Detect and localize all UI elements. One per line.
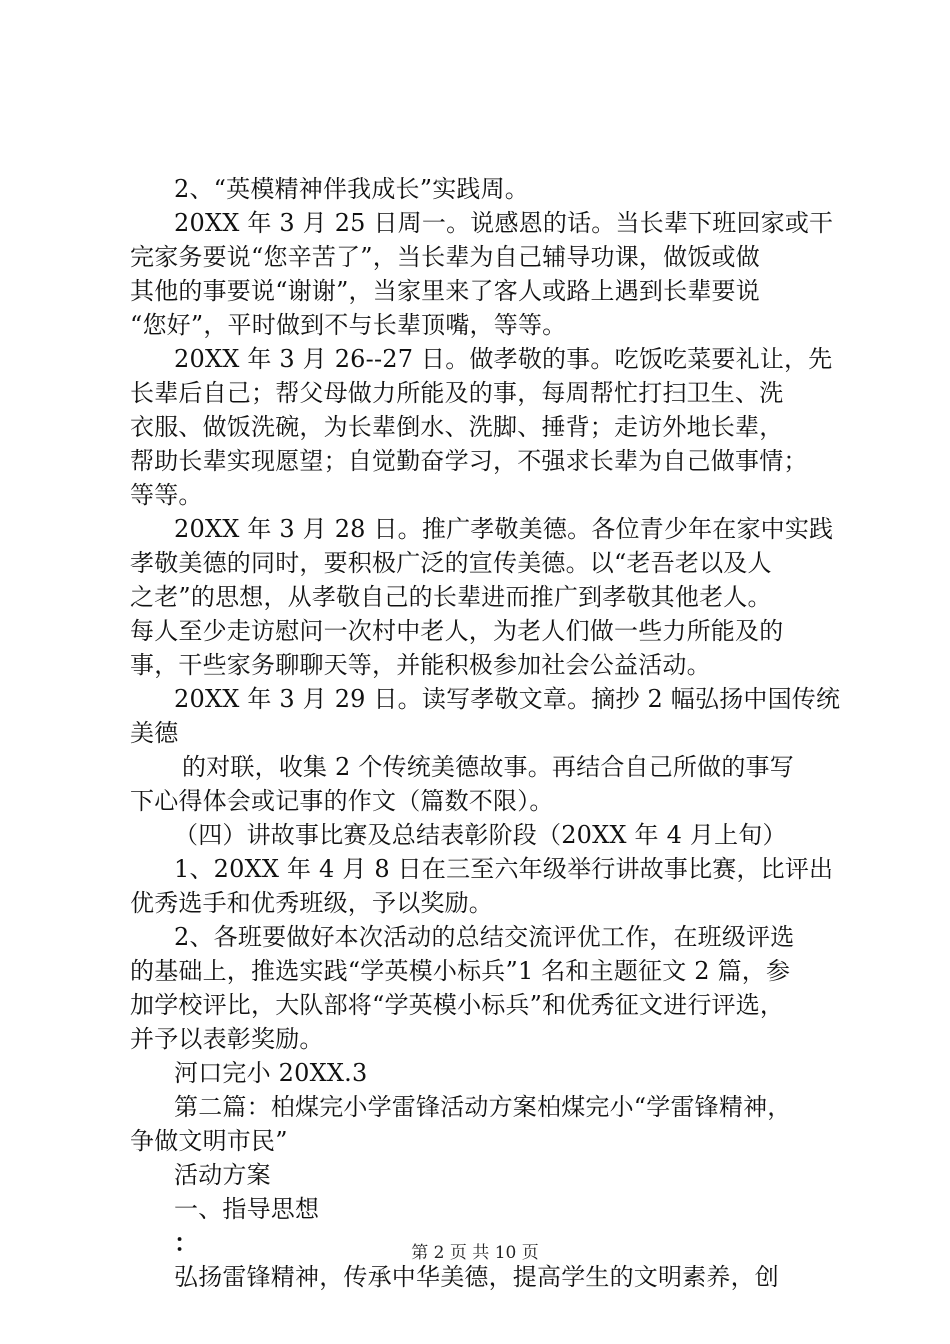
text-line: 20XX 年 3 月 29 日。读写孝敬文章。摘抄 2 幅弘扬中国传统 <box>174 685 841 713</box>
text-line: ： <box>174 1228 199 1257</box>
text-line: 20XX 年 3 月 28 日。推广孝敬美德。各位青少年在家中实践 <box>174 515 834 543</box>
text-line: 美德 <box>130 719 179 747</box>
chapter-title-continued: 争做文明市民” <box>130 1127 288 1155</box>
document-body <box>130 172 850 1294</box>
text-line: 优秀选手和优秀班级，予以奖励。 <box>130 889 493 917</box>
text-line: 的对联，收集 2 个传统美德故事。再结合自己所做的事写 <box>182 753 794 781</box>
text-line: “您好”，平时做到不与长辈顶嘴，等等。 <box>130 311 567 339</box>
text-line: 弘扬雷锋精神，传承中华美德，提高学生的文明素养，创 <box>174 1263 779 1291</box>
text-line: 并予以表彰奖励。 <box>130 1025 324 1053</box>
text-line: 的基础上，推选实践“学英模小标兵”1 名和主题征文 2 篇，参 <box>130 957 791 985</box>
section-heading: 一、指导思想 <box>174 1195 320 1223</box>
text-line: 加学校评比，大队部将“学英模小标兵”和优秀征文进行评选， <box>130 991 785 1019</box>
text-line: 之老”的思想，从孝敬自己的长辈进而推广到孝敬其他老人。 <box>130 583 772 611</box>
text-line: 事，干些家务聊聊天等，并能积极参加社会公益活动。 <box>130 651 711 679</box>
text-line: 衣服、做饭洗碗，为长辈倒水、洗脚、捶背；走访外地长辈， <box>130 413 784 441</box>
text-line: 下心得体会或记事的作文（篇数不限）。 <box>130 787 554 815</box>
text-line: 其他的事要说“谢谢”，当家里来了客人或路上遇到长辈要说 <box>130 277 760 305</box>
text-line: 活动方案 <box>174 1161 271 1189</box>
text-line: 1、20XX 年 4 月 8 日在三至六年级举行讲故事比赛，比评出 <box>174 855 834 883</box>
text-line: 等等。 <box>130 481 203 509</box>
text-line: 20XX 年 3 月 26--27 日。做孝敬的事。吃饭吃菜要礼让，先 <box>174 345 833 373</box>
text-line: 20XX 年 3 月 25 日周一。说感恩的话。当长辈下班回家或干 <box>174 209 834 237</box>
text-line: 每人至少走访慰问一次村中老人，为老人们做一些力所能及的 <box>130 617 784 645</box>
text-line: 2、各班要做好本次活动的总结交流评优工作，在班级评选 <box>174 923 795 951</box>
text-line: 2、“英模精神伴我成长”实践周。 <box>174 175 530 203</box>
text-line: 完家务要说“您辛苦了”，当长辈为自己辅导功课，做饭或做 <box>130 243 760 271</box>
text-line: 孝敬美德的同时，要积极广泛的宣传美德。以“老吾老以及人 <box>130 549 772 577</box>
chapter-title: 第二篇：柏煤完小学雷锋活动方案柏煤完小“学雷锋精神， <box>174 1093 792 1121</box>
section-heading: （四）讲故事比赛及总结表彰阶段（20XX 年 4 月上旬） <box>174 821 787 849</box>
text-line: 帮助长辈实现愿望；自觉勤奋学习，不强求长辈为自己做事情； <box>130 447 808 475</box>
page-number-footer: 第 2 页 共 10 页 <box>411 1243 539 1263</box>
text-line: 长辈后自己；帮父母做力所能及的事，每周帮忙打扫卫生、洗 <box>130 379 784 407</box>
signature-line: 河口完小 20XX.3 <box>174 1059 368 1087</box>
